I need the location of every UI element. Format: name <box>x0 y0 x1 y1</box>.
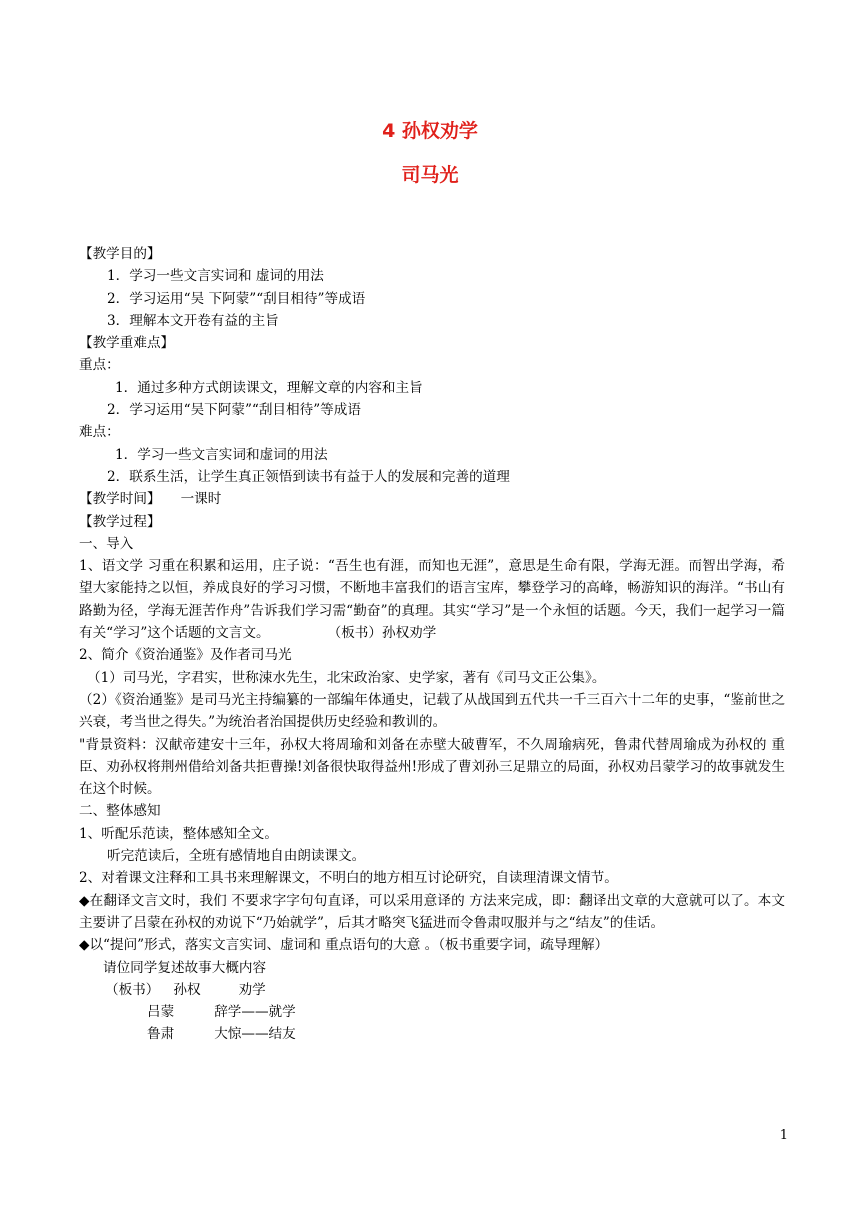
teaching-goal-item: 2．学习运用“吴 下阿蒙”“刮目相待”等成语 <box>107 290 366 307</box>
difficulty-item: 1．学习一些文言实词和虚词的用法 <box>115 446 328 463</box>
document-title: 4 孙权劝学 <box>382 120 478 142</box>
paragraph-intro-text: 1、语文学 习重在积累和运用，庄子说：“吾生也有涯，而知也无涯”，意思是生命有限，学海无涯。而智出学海，希望大家能持之以恒，养成良好的学习习惯，不断地丰富我们的语言宝库，攀登学习的高峰，畅游知识的海洋。“书山有路勤为径，学海无涯苦作舟”告诉我们学习需“勤奋”的真理。其实“学习”是一个永恒的话题。今天，我们一起学习一篇 有关“学习”这个话题的文言文。 <box>79 558 785 642</box>
board-sunquan: 孙权 <box>173 981 201 998</box>
paragraph-intro <box>79 555 785 644</box>
board-row <box>79 1023 785 1045</box>
section-heading: 一、导入 <box>79 535 134 552</box>
board-cixue: 辞学——就学 <box>214 1004 296 1021</box>
paragraph-author-bio: （1）司马光，字君实，世称涑水先生，北宋政治家、史学家，著有《司马文正公集》。 <box>87 669 606 686</box>
paragraph-listen: 1、听配乐范读，整体感知全文。 <box>79 825 278 842</box>
teaching-process-heading: 【教学过程】 <box>79 513 161 530</box>
board-lvmeng: 吕蒙 <box>147 1004 175 1021</box>
section-heading: 二、整体感知 <box>79 803 161 820</box>
paragraph-book-intro: （2）《资治通鉴》是司马光主持编纂的一部编年体通史，记载了从战国到五代共一千三百六十二年的史事，“鉴前世之兴衰，考当世之得失。”为统治者治国提供历史经验和教训的。 <box>79 691 785 731</box>
board-label: （板书） <box>105 981 160 998</box>
paragraph-translation: ◆在翻译文言文时，我们 不要求字字句句直译，可以采用意译的 方法来完成，即：翻译出文章的大意就可以了。本文主要讲了吕蒙在孙权的劝说下“乃始就学”，后其才略突飞猛进而令鲁肃叹服并与之“结友”的佳话。 <box>79 892 785 931</box>
teaching-time-heading: 【教学时间】 <box>79 491 161 508</box>
document-author: 司马光 <box>401 164 459 186</box>
teaching-goal-heading: 【教学目的】 <box>79 246 161 262</box>
key-item: 2．学习运用“吴下阿蒙”“刮目相待”等成语 <box>107 402 361 419</box>
difficulty-label: 难点： <box>79 424 120 441</box>
board-row <box>79 979 785 1001</box>
teaching-goal-item: 3．理解本文开卷有益的主旨 <box>107 312 279 329</box>
page-number: 1 <box>779 1128 788 1143</box>
board-lusu: 鲁肃 <box>147 1026 175 1043</box>
teaching-goal-item: 1．学习一些文言实词和 虚词的用法 <box>107 268 324 285</box>
teaching-time-value: 一课时 <box>180 491 222 508</box>
paragraph-heading: 2、简介《资治通鉴》及作者司马光 <box>79 647 292 664</box>
board-note: （板书）孙权劝学 <box>327 625 437 642</box>
difficulty-item: 2．联系生活，让学生真正领悟到读书有益于人的发展和完善的道理 <box>107 468 510 485</box>
key-label: 重点： <box>79 357 120 374</box>
key-item: 1．通过多种方式朗读课文，理解文章的内容和主旨 <box>115 379 423 396</box>
document-body <box>79 243 785 1046</box>
paragraph-questions: ◆以“提问”形式，落实文言实词、虚词和 重点语句的大意 。（板书重要字词，疏导理解） <box>79 937 609 954</box>
board-row <box>79 1001 785 1023</box>
paragraph-listen-detail: 听完范读后，全班有感情地自由朗读课文。 <box>107 848 366 865</box>
teaching-time <box>79 488 785 510</box>
paragraph-background: "背景资料：汉献帝建安十三年，孙权大将周瑜和刘备在赤壁大破曹军，不久周瑜病死，鲁肃代替周瑜成为孙权的 重臣、劝孙权将荆州借给刘备共拒曹操!刘备很快取得益州!形成了曹刘孙三足鼎立的局面，孙权劝吕蒙学习的故事就发生在这个时候。 <box>79 736 785 798</box>
board-quanxue: 劝学 <box>238 981 266 998</box>
paragraph-retell: 请位同学复述故事大概内容 <box>103 959 267 976</box>
board-dajing: 大惊——结友 <box>214 1026 296 1043</box>
key-points-heading: 【教学重难点】 <box>79 335 175 352</box>
paragraph-notes: 2、对着课文注释和工具书来理解课文，不明白的地方相互讨论研究，自读理清课文情节。 <box>79 870 618 887</box>
